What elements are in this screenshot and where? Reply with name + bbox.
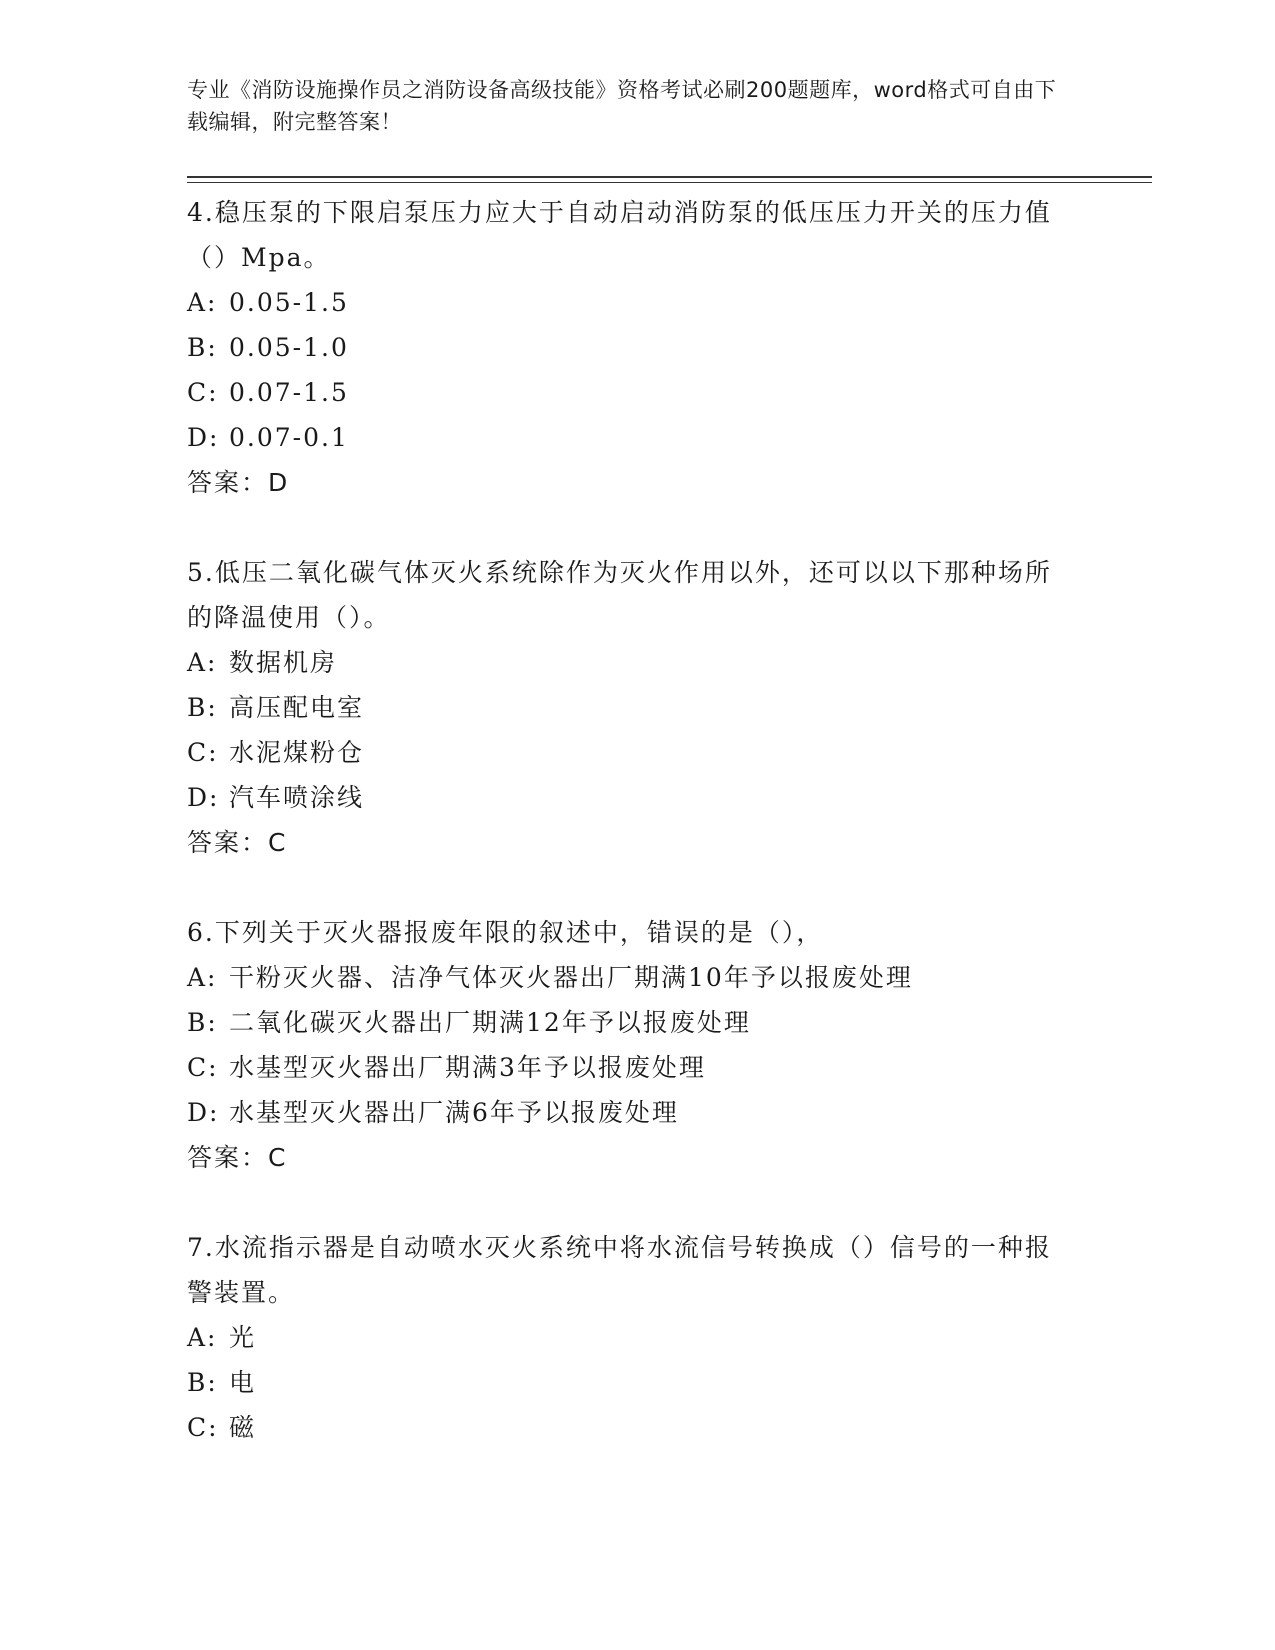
question-stem: 7.水流指示器是自动喷水灭火系统中将水流信号转换成（）信号的一种报警装置。 xyxy=(187,1233,1052,1307)
question-stem: 4.稳压泵的下限启泵压力应大于自动启动消防泵的低压压力开关的压力值（）Mpa。 xyxy=(187,198,1052,272)
answer-line: 答案：C xyxy=(187,1143,288,1172)
option-text: 水基型灭火器出厂满6年予以报废处理 xyxy=(229,1098,679,1127)
answer-line: 答案：C xyxy=(187,828,288,857)
option-b xyxy=(187,325,1067,370)
option-text: 干粉灭火器、洁净气体灭火器出厂期满10年予以报废处理 xyxy=(229,963,913,992)
option-label: A: xyxy=(187,288,218,317)
option-d xyxy=(187,415,1067,460)
option-c xyxy=(187,730,1067,775)
option-text: 0.07-1.5 xyxy=(229,378,349,407)
option-text: 光 xyxy=(229,1323,257,1352)
option-b xyxy=(187,685,1067,730)
option-label: B: xyxy=(187,693,218,722)
option-a xyxy=(187,1315,1067,1360)
answer-line: 答案：D xyxy=(187,468,290,497)
question-list xyxy=(187,190,1067,1495)
option-label: B: xyxy=(187,1008,218,1037)
document-header: 专业《消防设施操作员之消防设备高级技能》资格考试必刷200题题库，word格式可自由下载编辑，附完整答案！ xyxy=(187,78,1057,134)
option-c xyxy=(187,1045,1067,1090)
option-label: C: xyxy=(187,738,219,767)
option-d xyxy=(187,775,1067,820)
option-label: C: xyxy=(187,1413,219,1442)
question-4 xyxy=(187,190,1067,505)
option-b xyxy=(187,1000,1067,1045)
option-label: B: xyxy=(187,1368,218,1397)
option-c xyxy=(187,370,1067,415)
question-stem: 6.下列关于灭火器报废年限的叙述中，错误的是（）， xyxy=(187,918,824,947)
option-b xyxy=(187,1360,1067,1405)
option-label: A: xyxy=(187,1323,218,1352)
option-label: C: xyxy=(187,1053,219,1082)
option-text: 水基型灭火器出厂期满3年予以报废处理 xyxy=(229,1053,706,1082)
option-label: A: xyxy=(187,648,218,677)
option-text: 汽车喷涂线 xyxy=(229,783,365,812)
option-label: D: xyxy=(187,1098,220,1127)
option-text: 磁 xyxy=(229,1413,257,1442)
question-6 xyxy=(187,910,1067,1180)
option-a xyxy=(187,280,1067,325)
option-text: 高压配电室 xyxy=(229,693,365,722)
option-text: 数据机房 xyxy=(229,648,338,677)
option-label: D: xyxy=(187,783,220,812)
option-text: 0.05-1.0 xyxy=(229,333,349,362)
option-a xyxy=(187,955,1067,1000)
option-a xyxy=(187,640,1067,685)
header-rule-thin xyxy=(187,182,1152,183)
option-c xyxy=(187,1405,1067,1450)
question-5 xyxy=(187,550,1067,865)
option-d xyxy=(187,1090,1067,1135)
option-label: A: xyxy=(187,963,218,992)
option-label: B: xyxy=(187,333,218,362)
option-text: 0.05-1.5 xyxy=(229,288,349,317)
option-text: 0.07-0.1 xyxy=(229,423,349,452)
option-label: D: xyxy=(187,423,220,452)
option-text: 二氧化碳灭火器出厂期满12年予以报废处理 xyxy=(229,1008,751,1037)
question-7 xyxy=(187,1225,1067,1450)
option-label: C: xyxy=(187,378,219,407)
option-text: 水泥煤粉仓 xyxy=(229,738,365,767)
question-stem: 5.低压二氧化碳气体灭火系统除作为灭火作用以外，还可以以下那种场所的降温使用（）。 xyxy=(187,558,1052,632)
header-rule-thick xyxy=(187,176,1152,178)
option-text: 电 xyxy=(229,1368,257,1397)
